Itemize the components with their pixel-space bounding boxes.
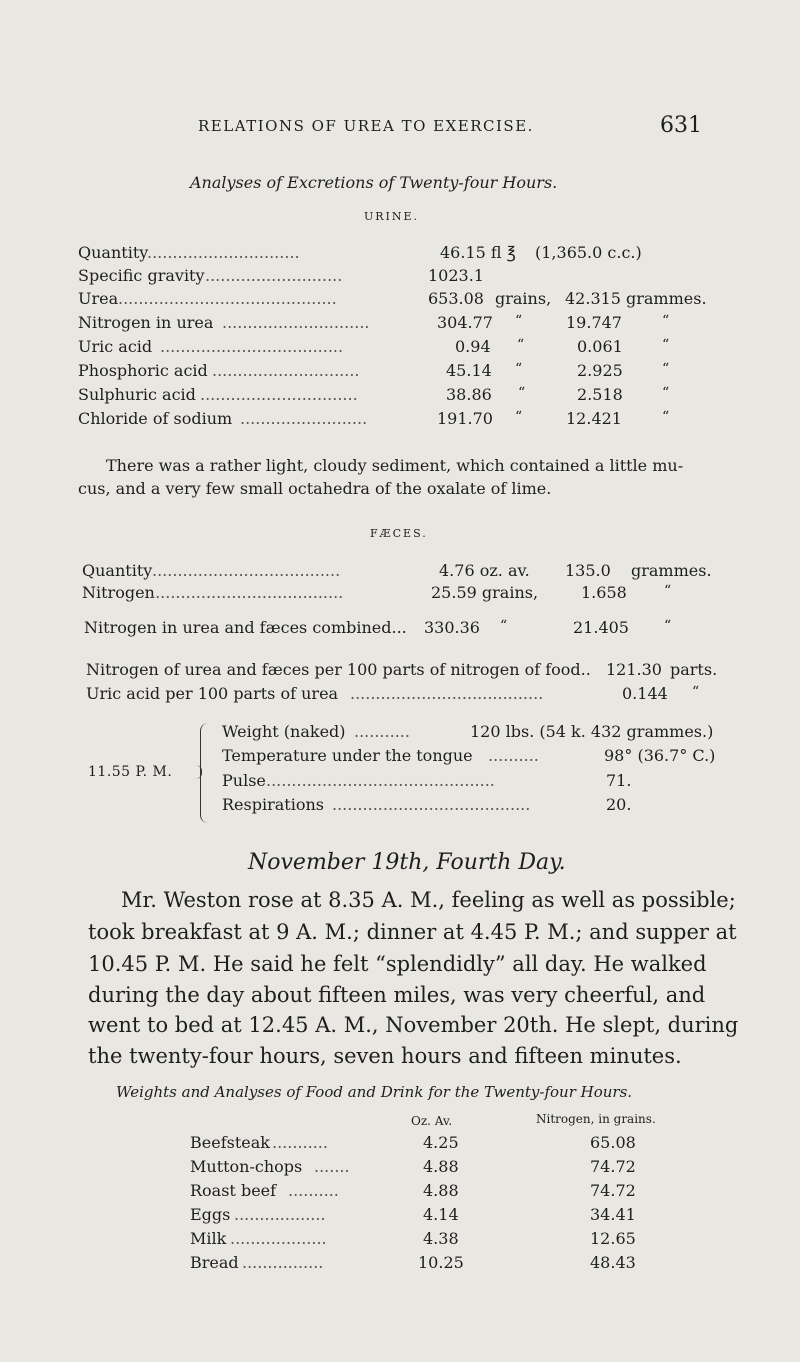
dot-leader: ..................................... [152,561,341,580]
value-3: 0.061 [577,337,623,356]
dot-leader: ............................... [200,385,358,404]
table-row [0,1181,800,1203]
row-label: Nitrogen of urea and fæces per 100 parts of nitrogen of food.. [86,660,591,679]
dot-leader: ....... [314,1157,350,1176]
value-1: 653.08 [428,289,484,308]
table-row [0,1205,800,1227]
value-3: 12.421 [566,409,622,428]
dot-leader: ......................... [240,409,368,428]
value-1: 304.77 [437,313,493,332]
ditto-mark: “ [517,337,525,353]
table-row [0,618,800,640]
row-label: Urea [78,289,119,308]
table-row [0,385,800,407]
column-header-oz: Oz. Av. [411,1114,453,1128]
oz-value: 4.88 [423,1181,459,1200]
oz-value: 4.88 [423,1157,459,1176]
narrative-line: took breakfast at 9 A. M.; dinner at 4.45 P. M.; and supper at [88,920,737,944]
table-row [0,266,800,288]
table-row [0,1229,800,1251]
narrative-line: Mr. Weston rose at 8.35 A. M., feeling as well as possible; [121,888,736,912]
value-1: 45.14 [446,361,492,380]
row-label: Chloride of sodium [78,409,233,428]
nitrogen-value: 65.08 [590,1133,636,1152]
ditto-mark: “ [515,409,523,425]
oz-value: 4.25 [423,1133,459,1152]
value-4: grammes. [626,289,707,308]
table-row [0,289,800,311]
row-label: Uric acid [78,337,153,356]
analyses-caption: Analyses of Excretions of Twenty-four Hours. [190,173,558,192]
table-row [0,746,800,768]
respirations-value: 20. [606,795,632,814]
food-name: Bread [190,1253,239,1272]
value-3: 2.518 [577,385,623,404]
value-3: grammes. [631,561,712,580]
dot-leader: .......... [288,1181,339,1200]
dot-leader: .............................. [147,243,300,262]
value-3: 19.747 [566,313,622,332]
ditto-mark: “ [664,618,672,634]
table-row [0,660,800,682]
row-label: Uric acid per 100 parts of urea [86,684,339,703]
column-header-nitrogen: Nitrogen, in grains. [536,1112,656,1126]
dot-leader: ............................................. [266,771,495,790]
narrative-line: the twenty-four hours, seven hours and fifteen minutes. [88,1044,682,1068]
value-2: parts. [670,660,718,679]
dot-leader: .......... [488,746,539,765]
dot-leader: ...................................... [150,583,344,602]
table-row [0,337,800,359]
table-row [0,1133,800,1155]
row-label: Sulphuric acid [78,385,196,404]
table-row [0,243,800,265]
table-row [0,583,800,605]
value-1: 4.76 oz. av. [439,561,530,580]
row-label: Pulse [222,771,266,790]
nitrogen-value: 12.65 [590,1229,636,1248]
row-label: Nitrogen in urea and fæces combined... [84,618,407,637]
dot-leader: ........................... [205,266,343,285]
urine-heading: URINE. [364,210,420,223]
row-label: Quantity [78,243,149,262]
dot-leader: ............................. [212,361,360,380]
value-1: 46.15 fl ℥ [440,243,516,262]
value-1: 38.86 [446,385,492,404]
value-1: 0.94 [455,337,491,356]
value-1: 121.30 [606,660,662,679]
ditto-mark: “ [515,313,523,329]
ditto-mark: “ [500,618,508,634]
table-row [0,361,800,383]
nitrogen-value: 74.72 [590,1157,636,1176]
food-name: Eggs [190,1205,231,1224]
vitals-time: 11.55 P. M. [88,764,173,780]
sediment-note-line-2: cus, and a very few small octahedra of the oxalate of lime. [78,479,552,498]
table-row [0,722,800,744]
narrative-line: 10.45 P. M. He said he felt “splendidly” all day. He walked [88,952,707,976]
narrative-line: went to bed at 12.45 A. M., November 20th. He slept, during [88,1013,739,1037]
dot-leader: ....................................... [332,795,531,814]
food-name: Milk [190,1229,227,1248]
value-1: 0.144 [622,684,668,703]
value-2: 1.658 [581,583,627,602]
table-row [0,771,800,793]
dot-leader: ........................................... [118,289,337,308]
nitrogen-value: 48.43 [590,1253,636,1272]
dot-leader: ............................. [222,313,370,332]
ditto-mark: “ [662,361,670,377]
running-header: RELATIONS OF UREA TO EXERCISE. [198,117,534,135]
oz-value: 4.14 [423,1205,459,1224]
value-3: 2.925 [577,361,623,380]
ditto-mark: “ [662,313,670,329]
ditto-mark: “ [662,409,670,425]
table-row [0,1157,800,1179]
table-row [0,409,800,431]
value-1: 330.36 [424,618,480,637]
sediment-note-line-1: There was a rather light, cloudy sediment, which contained a little mu- [106,456,684,475]
dot-leader: ...................................... [350,684,544,703]
oz-value: 10.25 [418,1253,464,1272]
day-heading: November 19th, Fourth Day. [248,850,566,875]
dot-leader: ........... [272,1133,328,1152]
value-1: 191.70 [437,409,493,428]
value-2: 135.0 [565,561,611,580]
oz-value: 4.38 [423,1229,459,1248]
value-2: grains, [495,289,552,308]
row-label: Quantity [82,561,153,580]
ditto-mark: “ [664,583,672,599]
value-1: 1023.1 [428,266,484,285]
value-1: 25.59 grains, [431,583,539,602]
dot-leader: ................ [242,1253,324,1272]
row-label: Nitrogen [82,583,155,602]
food-name: Roast beef [190,1181,277,1200]
row-label: Specific gravity [78,266,205,285]
row-label: Nitrogen in urea [78,313,214,332]
value-2: (1,365.0 c.c.) [535,243,642,262]
food-caption: Weights and Analyses of Food and Drink for the Twenty-four Hours. [116,1083,633,1101]
pulse-value: 71. [606,771,632,790]
table-row [0,684,800,706]
temperature-value: 98° (36.7° C.) [604,746,716,765]
table-row [0,313,800,335]
ditto-mark: “ [662,385,670,401]
nitrogen-value: 74.72 [590,1181,636,1200]
row-label: Temperature under the tongue [222,746,473,765]
dot-leader: .................. [234,1205,326,1224]
page-number: 631 [660,113,702,138]
dot-leader: ........... [354,722,410,741]
ditto-mark: “ [692,684,700,700]
narrative-line: during the day about fifteen miles, was very cheerful, and [88,983,706,1007]
ditto-mark: “ [662,337,670,353]
table-row [0,561,800,583]
table-row [0,795,800,817]
value-3: 21.405 [573,618,629,637]
food-name: Mutton-chops [190,1157,303,1176]
food-name: Beefsteak [190,1133,270,1152]
ditto-mark: “ [518,385,526,401]
table-row [0,1253,800,1275]
dot-leader: .................................... [160,337,344,356]
ditto-mark: “ [515,361,523,377]
row-label: Weight (naked) [222,722,346,741]
value-3: 42.315 [565,289,621,308]
weight-value: 120 lbs. (54 k. 432 grammes.) [470,722,714,741]
dot-leader: ................... [230,1229,327,1248]
row-label: Phosphoric acid [78,361,208,380]
nitrogen-value: 34.41 [590,1205,636,1224]
faeces-heading: FÆCES. [370,527,428,540]
row-label: Respirations [222,795,324,814]
